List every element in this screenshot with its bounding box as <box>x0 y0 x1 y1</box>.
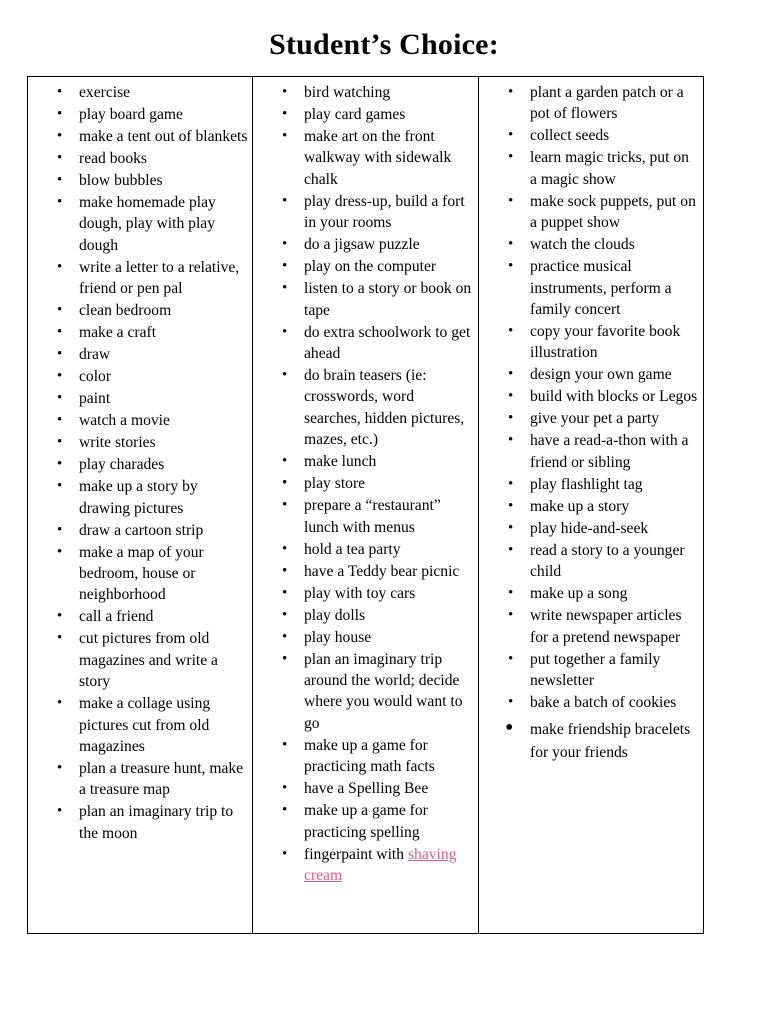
list-item: • do extra schoolwork to get ahead <box>253 322 478 365</box>
list-item: • clean bedroom <box>28 300 252 321</box>
list-item: • plan a treasure hunt, make a treasure map <box>28 758 252 801</box>
list-item: • make a collage using pictures cut from old magazines <box>28 693 252 757</box>
list-item: • play dolls <box>253 605 478 626</box>
fingerpaint-text: fingerpaint with <box>304 845 405 863</box>
list-item: • make up a game for practicing spelling <box>253 800 478 843</box>
list-item: • make homemade play dough, play with play dough <box>28 192 252 256</box>
list-item: • read books <box>28 148 252 169</box>
list-item: • plan an imaginary trip to the moon <box>28 801 252 844</box>
activity-list-3-tail <box>479 718 703 764</box>
list-item-friendship-bracelets: • make friendship bracelets for your friends <box>479 718 703 764</box>
list-item: • make sock puppets, put on a puppet show <box>479 191 703 234</box>
page-title: Student’s Choice: <box>269 28 499 61</box>
column-1 <box>28 77 253 933</box>
list-item: • put together a family newsletter <box>479 649 703 692</box>
list-item: • exercise <box>28 82 252 103</box>
column-3 <box>479 77 703 933</box>
list-item: • play with toy cars <box>253 583 478 604</box>
list-item: • color <box>28 366 252 387</box>
list-item: • plan an imaginary trip around the world; decide where you would want to go <box>253 649 478 735</box>
list-item: • bird watching <box>253 82 478 103</box>
list-item-fingerpaint <box>253 844 478 887</box>
list-item: • make up a song <box>479 583 703 604</box>
list-item: • make art on the front walkway with sidewalk chalk <box>253 126 478 190</box>
list-item: • make up a story by drawing pictures <box>28 476 252 519</box>
list-item: • have a Teddy bear picnic <box>253 561 478 582</box>
list-item: • play on the computer <box>253 256 478 277</box>
list-item: • hold a tea party <box>253 539 478 560</box>
list-item: • listen to a story or book on tape <box>253 278 478 321</box>
list-item: • write stories <box>28 432 252 453</box>
list-item: • watch the clouds <box>479 234 703 255</box>
list-item: • write newspaper articles for a pretend newspaper <box>479 605 703 648</box>
list-item: • draw a cartoon strip <box>28 520 252 541</box>
list-item: • make up a game for practicing math facts <box>253 735 478 778</box>
list-item: • play board game <box>28 104 252 125</box>
activity-list-3 <box>479 82 703 713</box>
list-item: • write a letter to a relative, friend or pen pal <box>28 257 252 300</box>
list-item: • blow bubbles <box>28 170 252 191</box>
activity-list-2-tail <box>253 844 478 887</box>
list-item: • make a craft <box>28 322 252 343</box>
list-item: • play flashlight tag <box>479 474 703 495</box>
list-item: • make lunch <box>253 451 478 472</box>
list-item: • collect seeds <box>479 125 703 146</box>
list-item: • prepare a “restaurant” lunch with menus <box>253 495 478 538</box>
list-item: • play charades <box>28 454 252 475</box>
list-item: • have a Spelling Bee <box>253 778 478 799</box>
list-item: • give your pet a party <box>479 408 703 429</box>
list-item: • play store <box>253 473 478 494</box>
activity-list-2 <box>253 82 478 843</box>
list-item: • do a jigsaw puzzle <box>253 234 478 255</box>
list-item: • practice musical instruments, perform a family concert <box>479 256 703 320</box>
list-item: • make up a story <box>479 496 703 517</box>
list-item: • have a read-a-thon with a friend or sibling <box>479 430 703 473</box>
column-2 <box>253 77 479 933</box>
list-item: • build with blocks or Legos <box>479 386 703 407</box>
list-item: • watch a movie <box>28 410 252 431</box>
activity-list-1 <box>28 82 252 844</box>
list-item: • do brain teasers (ie: crosswords, word searches, hidden pictures, mazes, etc.) <box>253 365 478 451</box>
list-item: • play hide-and-seek <box>479 518 703 539</box>
list-item: • learn magic tricks, put on a magic show <box>479 147 703 190</box>
list-item: • make a tent out of blankets <box>28 126 252 147</box>
shaving-cream-link[interactable]: shaving cream <box>304 845 457 885</box>
list-item: • plant a garden patch or a pot of flowers <box>479 82 703 125</box>
list-item: • play house <box>253 627 478 648</box>
list-item: • call a friend <box>28 606 252 627</box>
list-item: • paint <box>28 388 252 409</box>
list-item: • play card games <box>253 104 478 125</box>
list-item: • copy your favorite book illustration <box>479 321 703 364</box>
list-item: • bake a batch of cookies <box>479 692 703 713</box>
list-item: • read a story to a younger child <box>479 540 703 583</box>
list-item: • design your own game <box>479 364 703 385</box>
list-item: • play dress-up, build a fort in your rooms <box>253 191 478 234</box>
list-item: • make a map of your bedroom, house or neighborhood <box>28 542 252 606</box>
list-item: • draw <box>28 344 252 365</box>
activity-table <box>27 76 704 934</box>
list-item: • cut pictures from old magazines and write a story <box>28 628 252 692</box>
